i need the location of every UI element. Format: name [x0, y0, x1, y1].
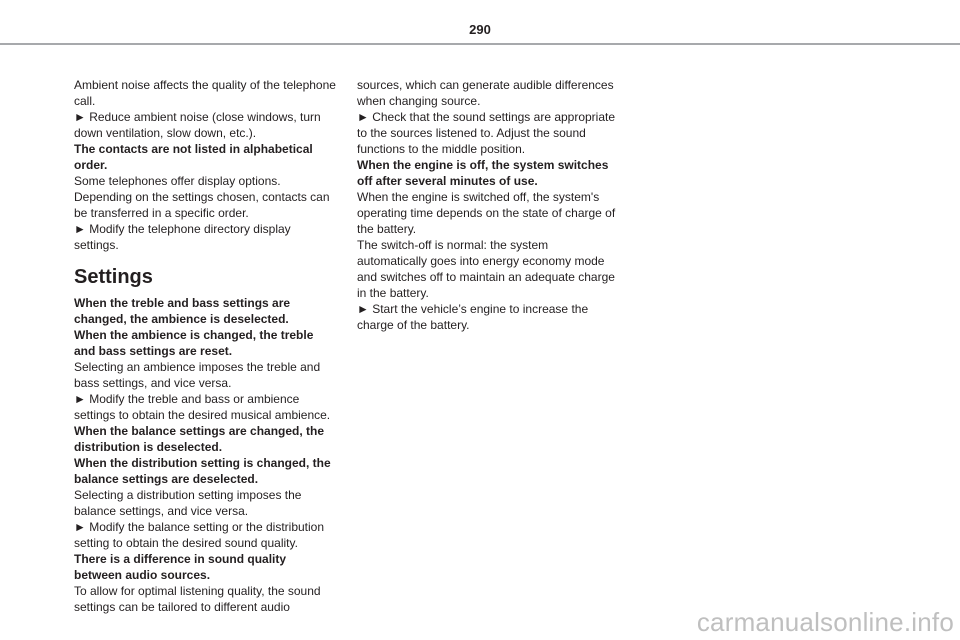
bold-statement: There is a difference in sound quality between audio sources.	[74, 552, 287, 582]
right-column	[357, 77, 619, 333]
instruction: ► Reduce ambient noise (close windows, turn down ventilation, slow down, etc.).	[74, 110, 321, 140]
header-divider	[0, 43, 960, 45]
paragraph: Some telephones offer display options. Depending on the settings chosen, contacts can be transferred in a specific order.	[74, 174, 330, 220]
watermark: carmanualsonline.info	[696, 607, 954, 637]
instruction: ► Modify the treble and bass or ambience settings to obtain the desired musical ambience.	[74, 392, 331, 422]
paragraph: Selecting an ambience imposes the treble and bass settings, and vice versa.	[74, 360, 321, 390]
bold-statement: When the balance settings are changed, the distribution is deselected.	[74, 424, 325, 454]
bold-statement: When the ambience is changed, the treble and bass settings are reset.	[74, 328, 314, 358]
bold-statement: When the distribution setting is changed, the balance settings are deselected.	[74, 456, 331, 486]
paragraph: The switch-off is normal: the system automatically goes into energy economy mode and switches off to maintain an adequate charge in the battery.	[357, 238, 615, 300]
paragraph: Ambient noise affects the quality of the telephone call.	[74, 78, 336, 108]
paragraph: When the engine is switched off, the system's operating time depends on the state of charge of the battery.	[357, 190, 616, 236]
paragraph: Selecting a distribution setting imposes the balance settings, and vice versa.	[74, 488, 302, 518]
bold-statement: When the engine is off, the system switches off after several minutes of use.	[357, 158, 609, 188]
page-number: 290	[469, 22, 491, 37]
paragraph: To allow for optimal listening quality, the sound settings can be tailored to different audio	[74, 584, 321, 614]
instruction: ► Start the vehicle’s engine to increase the charge of the battery.	[357, 302, 589, 332]
instruction: ► Modify the telephone directory display settings.	[74, 222, 291, 252]
instruction: ► Modify the balance setting or the distribution setting to obtain the desired sound quality.	[74, 520, 325, 550]
instruction: ► Check that the sound settings are appropriate to the sources listened to. Adjust the sound functions to the middle position.	[357, 110, 616, 156]
left-column	[74, 77, 336, 615]
bold-statement: The contacts are not listed in alphabetical order.	[74, 142, 313, 172]
section-heading-settings: Settings	[74, 266, 153, 288]
paragraph: sources, which can generate audible differences when changing source.	[357, 78, 614, 108]
bold-statement: When the treble and bass settings are changed, the ambience is deselected.	[74, 296, 291, 326]
